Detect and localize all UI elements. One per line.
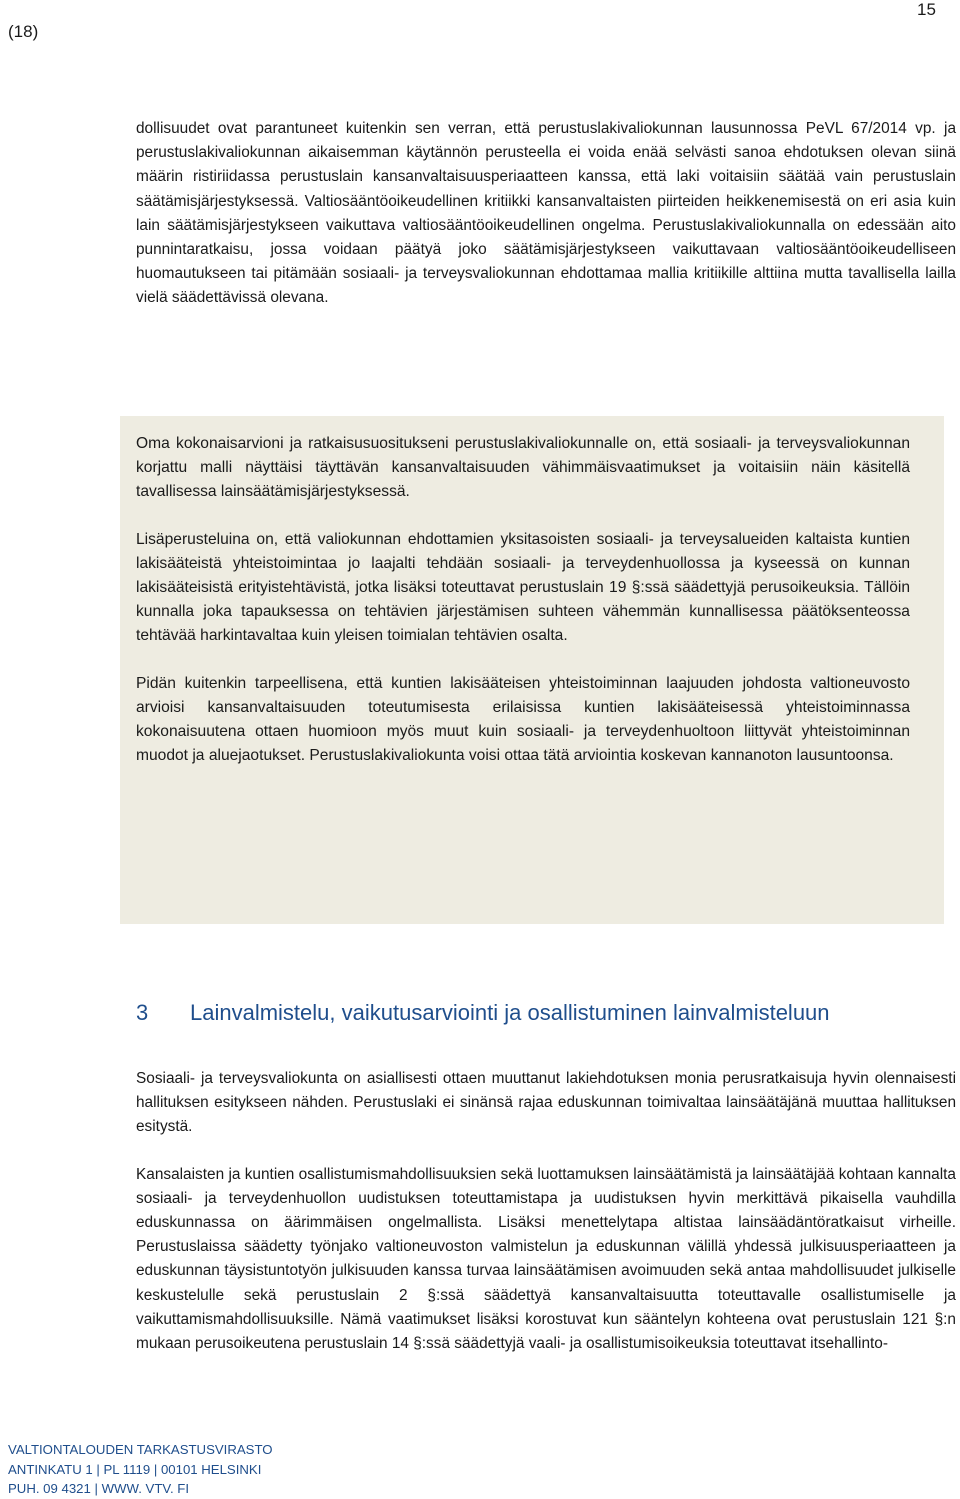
section-paragraph: Kansalaisten ja kuntien osallistumismahdollisuuksien sekä luottamuksen lainsäätämistä ja lainsäätäjää kohtaan kannalta sosiaali- ja terveydenhuollon uudistuksen toteuttamistapa ja uudistuksen hyvin merkittävä pikaisella vauhdilla eduskunnassa on äärimmäisen ongelmallista. Lisäksi menettelytapa altistaa lainsäädäntöratkaisut virheille. Perustuslaissa säädetty työnjako valtioneuvoston valmistelun ja eduskunnan välillä yhdessä julkisuusperiaatteen ja eduskunnan täysistuntotyön julkisuuden kanssa turvaa lainsäätämisen avoimuuden sekä antaa mahdollisuudet julkiselle keskustelulle sekä perustuslain 2 §:ssä säädettyä kansanvaltaisuutta toteuttavalle osallistumiselle ja vaikuttamismahdollisuuksille. Nämä vaatimukset lisäksi korostuvat kun sääntelyn kohteena ovat perustuslain 121 §:n mukaan perusoikeutena perustuslain 14 §:ssä säädettyjä vaali- ja osallistumisoikeuksia toteuttavat itsehallinto-	[136, 1165, 956, 1353]
section-heading	[136, 1000, 830, 1026]
intro-paragraph: dollisuudet ovat parantuneet kuitenkin sen verran, että perustuslakivaliokunnan lausunnossa PeVL 67/2014 vp. ja perustuslakivaliokunnan aikaisemman käytännön perusteella ei voida enää selvästi sanoa ehdotuksen olevan siinä määrin ristiriidassa perustuslain kansanvaltaisuusperiaatteen kanssa, että laki voitaisiin säätää vain perustuslain säätämisjärjestyksessä. Valtiosääntöoikeudellinen kritiikki kansanvaltaisten piirteiden heikkenemisestä on eri asia kuin lain säätämisjärjestykseen vaikuttava valtiosääntöoikeudellinen ongelma. Perustuslakivaliokunnalla on edessään aito punnintaratkaisu, jossa voidaan päätyä joko säätämisjärjestykseen vaikuttavaan valtiosääntöoikeudelliseen huomautukseen tai pitämään sosiaali- ja terveysvaliokunnan ehdottamaa mallia kritiikille alttiina mutta tavallisella lailla vielä säädettävissä olevana.	[136, 120, 956, 307]
section-title: Lainvalmistelu, vaikutusarviointi ja osallistuminen lainvalmisteluun	[190, 1000, 830, 1025]
section-number: 3	[136, 1000, 149, 1025]
summary-paragraph: Pidän kuitenkin tarpeellisena, että kuntien lakisääteisen yhteistoiminnan laajuuden johdosta valtioneuvosto arvioisi kansanvaltaisuuden toteutumisesta erilaisissa kuntien lakisääteisessä yhteistoiminnassa kokonaisuutena ottaen huomioon myös muut kuin sosiaali- ja terveydenhuoltoon liittyvät yhteistoiminnan muodot ja aluejaotukset. Perustuslakivaliokunta voisi ottaa tätä arviointia koskevan kannanoton lausuntoonsa.	[136, 674, 910, 765]
intro-section	[136, 117, 956, 311]
section-3-body	[136, 1067, 956, 1379]
summary-paragraph: Lisäperusteluina on, että valiokunnan ehdottamien yksitasoisten sosiaali- ja terveysalueiden kaltaista kuntien lakisääteistä yhteistoimintaa jo laajalti tehdään sosiaali- ja terveydenhuollossa ja kyseessä on kunnan lakisääteisistä erityistehtävistä, jotka lisäksi toteuttavat perustuslain 19 §:ssä säädettyjä perusoikeuksia. Tällöin kunnalla joka tapauksessa on tehtävien järjestämisen suhteen vähemmän kunnallisessa päätöksenteossa tehtävää harkintavaltaa kuin yleisen toimialan tehtävien osalta.	[136, 530, 910, 645]
page-number: 15	[917, 0, 936, 19]
document-number: (18)	[8, 22, 39, 41]
footer-org: VALTIONTALOUDEN TARKASTUSVIRASTO	[8, 1442, 273, 1457]
footer-address: ANTINKATU 1 | PL 1119 | 00101 HELSINKI	[8, 1461, 262, 1477]
summary-box	[120, 416, 944, 924]
summary-paragraph: Oma kokonaisarvioni ja ratkaisusuositukseni perustuslakivaliokunnalle on, että sosiaali- ja terveysvaliokunnan korjattu malli näyttäisi täyttävän kansanvaltaisuuden vähimmäisvaatimukset ja voitaisiin näin käsitellä tavallisessa lainsäätämisjärjestyksessä.	[136, 435, 910, 501]
footer	[8, 1440, 273, 1499]
section-paragraph: Sosiaali- ja terveysvaliokunta on asiallisesti ottaen muuttanut lakiehdotuksen monia perusratkaisuja hyvin olennaisesti hallituksen esitykseen nähden. Perustuslaki ei sinänsä rajaa eduskunnan toimivaltaa lainsäätäjänä muuttaa hallituksen esitystä.	[136, 1070, 956, 1136]
footer-contact: PUH. 09 4321 | WWW. VTV. FI	[8, 1481, 190, 1496]
